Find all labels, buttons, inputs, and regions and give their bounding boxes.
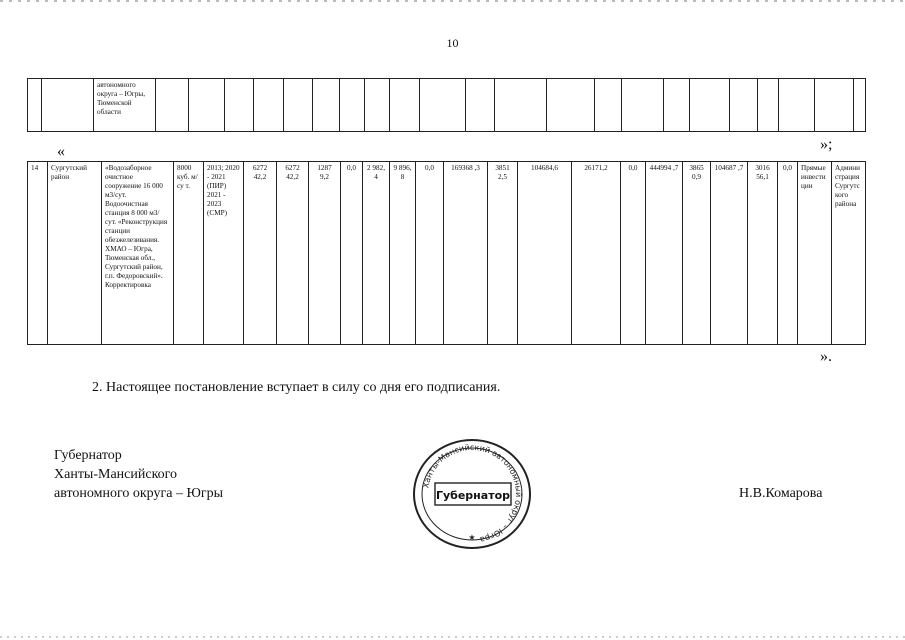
- open-quote: «: [57, 143, 65, 160]
- table-cell: [664, 79, 690, 132]
- table-cell: [420, 79, 466, 132]
- cell-value: 104687 ,7: [711, 162, 748, 345]
- table-row: [28, 162, 866, 345]
- cell-value: 3016 56,1: [748, 162, 778, 345]
- table-cell: [28, 79, 42, 132]
- cell-value: 0,0: [416, 162, 444, 345]
- seal-center-text: Губернатор: [435, 489, 511, 502]
- table-cell: [495, 79, 547, 132]
- scan-bottom-edge: [0, 636, 905, 638]
- table-cell: [313, 79, 340, 132]
- cell-value: 0,0: [341, 162, 363, 345]
- page-number: 10: [446, 36, 459, 50]
- cell-period: 2013; 2020 - 2021 (ПИР) 2021 - 2023 (СМР): [204, 162, 244, 345]
- table-cell: [779, 79, 815, 132]
- signatory-name: Н.В.Комарова: [739, 486, 823, 501]
- table-cell: [730, 79, 758, 132]
- table-cell: [225, 79, 254, 132]
- cell-value: 3865 0,9: [683, 162, 711, 345]
- close-quote-period: ».: [820, 348, 832, 365]
- table-cell: [854, 79, 866, 132]
- signature-line: Губернатор: [54, 448, 122, 463]
- cell-value: 6272 42,2: [277, 162, 309, 345]
- table-cell: [622, 79, 664, 132]
- table-cell: [758, 79, 779, 132]
- cell-value: 444994 ,7: [646, 162, 683, 345]
- cell-object-name: «Водозаборное очистное сооружение 16 000 м3/сут. Водоочистная станция 8 000 м3/сут. «Реконструкция станции обезжелезивания. ХМАО – Югра, Тюменская обл., Сургутский район, г.п. Федоровский». Корректировка: [102, 162, 174, 345]
- seal-graphic: [411, 437, 533, 551]
- table-cell: [365, 79, 390, 132]
- table-cell-region: автономного округа – Югры, Тюменской области: [94, 79, 156, 132]
- seal-star-icon: ★: [468, 533, 476, 542]
- cell-responsible: Администрация Сургутского района: [832, 162, 866, 345]
- table-cell: [390, 79, 420, 132]
- seal-ring-text: Ханты-Мансийский автономный округ – Югра: [421, 442, 524, 545]
- table-main: [27, 161, 866, 345]
- table-continuation: [27, 78, 866, 132]
- close-quote-semicolon: »;: [820, 136, 833, 153]
- table-cell: [42, 79, 94, 132]
- cell-municipality: Сургутский район: [48, 162, 102, 345]
- table-cell: [466, 79, 495, 132]
- cell-value: 104684,6: [518, 162, 572, 345]
- table-cell: [815, 79, 854, 132]
- scan-top-edge: [0, 0, 905, 2]
- signature-line: автономного округа – Югры: [54, 486, 223, 501]
- cell-value: 26171,2: [572, 162, 621, 345]
- cell-value: 1287 9,2: [309, 162, 341, 345]
- cell-value: 2 982, 4: [363, 162, 390, 345]
- cell-value: 0,0: [621, 162, 646, 345]
- cell-funding-source: Прямые инвестиции: [798, 162, 832, 345]
- signature-title-block: [54, 446, 223, 503]
- paragraph-effective-date: 2. Настоящее постановление вступает в силу со дня его подписания.: [92, 380, 501, 395]
- table-cell: [254, 79, 284, 132]
- cell-value: 6272 42,2: [244, 162, 277, 345]
- table-row: [28, 79, 866, 132]
- table-cell: [547, 79, 595, 132]
- signature-line: Ханты-Мансийского: [54, 467, 178, 482]
- cell-row-number: 14: [28, 162, 48, 345]
- cell-value: 9 896, 8: [390, 162, 416, 345]
- cell-value: 0,0: [778, 162, 798, 345]
- cell-value: 169368 ,3: [444, 162, 488, 345]
- table-cell: [189, 79, 225, 132]
- table-cell: [595, 79, 622, 132]
- official-seal: [411, 437, 533, 556]
- cell-value: 3851 2,5: [488, 162, 518, 345]
- table-cell: [340, 79, 365, 132]
- table-cell: [690, 79, 730, 132]
- cell-capacity: 8000 куб. м/су т.: [174, 162, 204, 345]
- table-cell: [156, 79, 189, 132]
- table-cell: [284, 79, 313, 132]
